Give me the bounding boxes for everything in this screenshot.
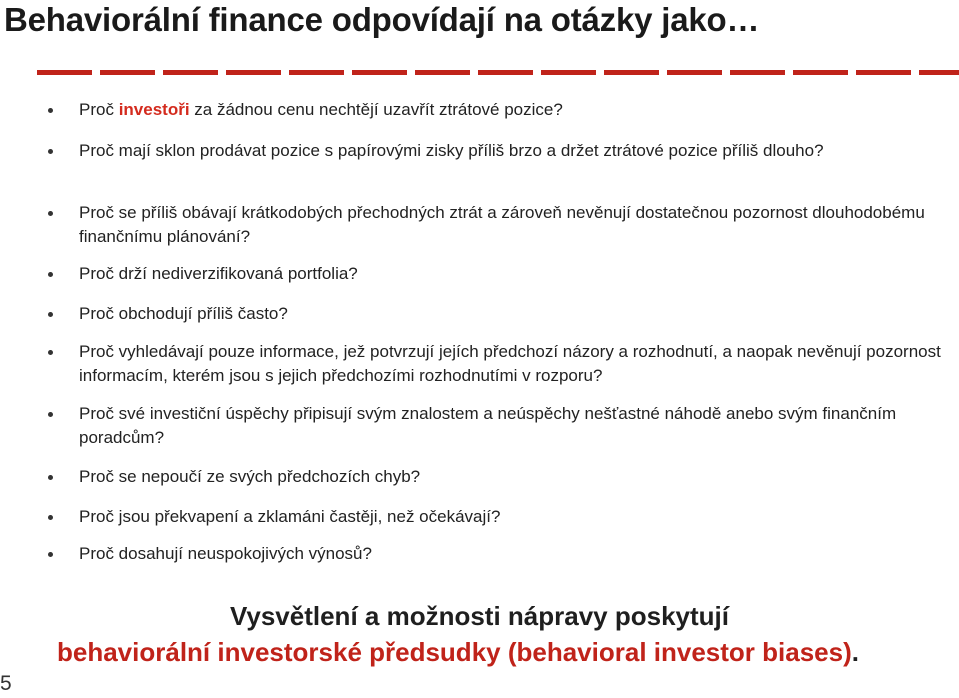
list-item <box>79 98 949 122</box>
list-item-text: Proč drží nediverzifikovaná portfolia? <box>79 264 358 283</box>
list-item <box>79 262 949 286</box>
list-item <box>79 201 949 249</box>
conclusion-period: . <box>851 637 859 667</box>
list-item-text: Proč se nepoučí ze svých předchozích chyb? <box>79 467 421 486</box>
bullet-dot-icon <box>48 350 53 355</box>
list-item-text: Proč obchodují příliš často? <box>79 304 288 323</box>
bullet-dot-icon <box>48 475 53 480</box>
list-item <box>79 465 949 489</box>
bullet-dot-icon <box>48 515 53 520</box>
list-item <box>79 139 949 163</box>
slide-number: 5 <box>0 672 12 695</box>
bullet-dot-icon <box>48 272 53 277</box>
slide-title: Behaviorální finance odpovídají na otázky jako… <box>4 1 760 38</box>
list-item <box>79 505 949 529</box>
conclusion-line-1: Vysvětlení a možnosti nápravy poskytují <box>230 601 729 631</box>
bullet-dot-icon <box>48 211 53 216</box>
list-item-text-before: Proč <box>79 100 119 119</box>
bullet-dot-icon <box>48 412 53 417</box>
list-item <box>79 402 949 450</box>
list-item-text: Proč dosahují neuspokojivých výnosů? <box>79 544 372 563</box>
bullet-dot-icon <box>48 108 53 113</box>
list-item-text: Proč se příliš obávají krátkodobých přechodných ztrát a zároveň nevěnují dostatečnou pozornost dlouhodobému finančnímu plánování? <box>79 203 925 246</box>
bullet-dot-icon <box>48 149 53 154</box>
list-item <box>79 340 949 388</box>
list-item <box>79 302 949 326</box>
list-item-text: Proč jsou překvapení a zklamáni častěji, než očekávají? <box>79 507 501 526</box>
list-item-text: Proč vyhledávají pouze informace, jež potvrzují jejích předchozí názory a rozhodnutí, a naopak nevěnují pozornost informacím, kterém jsou s jejich předchozími rozhodnutími v rozporu? <box>79 342 941 385</box>
highlighted-term: investoři <box>118 100 190 119</box>
list-item <box>79 542 949 566</box>
list-item-text-after: za žádnou cenu nechtějí uzavřít ztrátové pozice? <box>189 100 563 119</box>
conclusion-line-2 <box>57 636 859 668</box>
list-item-text: Proč své investiční úspěchy připisují svým znalostem a neúspěchy nešťastné náhodě anebo svým finančním poradcům? <box>79 404 897 447</box>
list-item-text: Proč mají sklon prodávat pozice s papírovými zisky příliš brzo a držet ztrátové pozice příliš dlouho? <box>79 141 824 160</box>
bullet-dot-icon <box>48 552 53 557</box>
conclusion-highlight: behaviorální investorské předsudky (behavioral investor biases) <box>57 637 852 667</box>
bullet-dot-icon <box>48 312 53 317</box>
